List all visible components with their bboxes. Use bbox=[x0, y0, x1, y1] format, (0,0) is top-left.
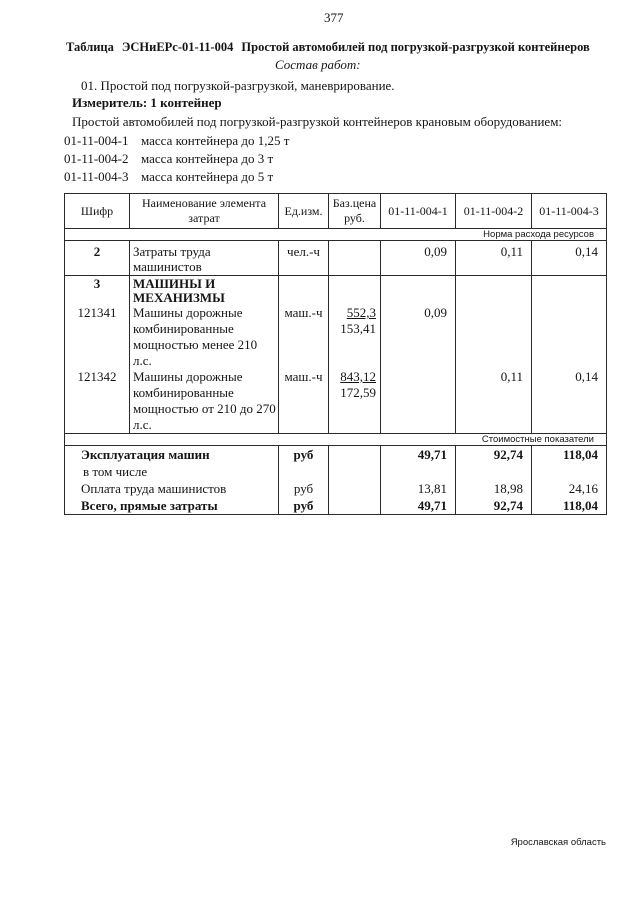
machine-name: Машины дорожные комбинированные мощностью менее 210 л.с. bbox=[130, 305, 279, 369]
cost-unit: руб bbox=[279, 480, 329, 497]
machines-title: МАШИНЫ И МЕХАНИЗМЫ bbox=[130, 276, 279, 306]
header-unit: Ед.изм. bbox=[279, 194, 329, 229]
machine-price-sub-value: 172,59 bbox=[340, 385, 376, 400]
variant-row bbox=[64, 133, 289, 149]
labor-value-3: 0,14 bbox=[532, 241, 607, 276]
cost-label-row bbox=[65, 434, 607, 446]
work-composition-item: 01. Простой под погрузкой-разгрузкой, маневрирование. bbox=[81, 78, 395, 93]
work-description: Простой автомобилей под погрузкой-разгрузкой контейнеров крановым оборудованием: bbox=[72, 114, 563, 129]
cost-value-3: 118,04 bbox=[532, 497, 607, 515]
labor-price-cell bbox=[329, 241, 381, 276]
variant-code: 01-11-004-3 bbox=[64, 169, 129, 184]
machine-price-value: 843,12 bbox=[340, 369, 376, 384]
machine-unit: маш.-ч bbox=[279, 369, 329, 434]
variant-row bbox=[64, 151, 273, 167]
machine-price-sub-value: 153,41 bbox=[340, 321, 376, 336]
cost-name: Всего, прямые затраты bbox=[65, 497, 279, 515]
cost-row-operator-wages bbox=[65, 480, 607, 497]
machine-value-1 bbox=[381, 369, 456, 434]
cost-value-2: 18,98 bbox=[456, 480, 532, 497]
machines-code: 3 bbox=[65, 276, 130, 306]
header-price: Баз.цена руб. bbox=[329, 194, 381, 229]
table-title bbox=[66, 39, 590, 55]
header-column-1: 01-11-004-1 bbox=[381, 194, 456, 229]
cost-value-3: 118,04 bbox=[532, 446, 607, 464]
header-column-2: 01-11-004-2 bbox=[456, 194, 532, 229]
variant-code: 01-11-004-2 bbox=[64, 151, 129, 166]
machine-code: 121342 bbox=[65, 369, 130, 434]
title-text: Простой автомобилей под погрузкой-разгрузкой контейнеров bbox=[241, 40, 590, 54]
cost-value-3: 24,16 bbox=[532, 480, 607, 497]
work-composition-heading: Состав работ: bbox=[275, 57, 361, 72]
machines-value-cell bbox=[456, 276, 532, 306]
cost-section-label: Стоимостные показатели bbox=[65, 434, 607, 446]
cost-value-2: 92,74 bbox=[456, 497, 532, 515]
cost-value-1: 13,81 bbox=[381, 480, 456, 497]
header-code: Шифр bbox=[65, 194, 130, 229]
cost-row-total-direct bbox=[65, 497, 607, 515]
title-prefix: Таблица bbox=[66, 40, 114, 54]
cost-value-2: 92,74 bbox=[456, 446, 532, 464]
machines-value-cell bbox=[381, 276, 456, 306]
labor-row bbox=[65, 241, 607, 276]
machines-price-cell bbox=[329, 276, 381, 306]
cost-price-cell bbox=[329, 446, 381, 464]
machine-price bbox=[329, 369, 381, 434]
title-code: ЭСНиЕРс-01-11-004 bbox=[121, 40, 234, 54]
labor-code: 2 bbox=[65, 241, 130, 276]
norm-section-label: Норма расхода ресурсов bbox=[65, 229, 607, 241]
cost-value-1: 49,71 bbox=[381, 446, 456, 464]
cost-unit: руб bbox=[279, 446, 329, 464]
machine-value-3: 0,14 bbox=[532, 369, 607, 434]
labor-value-2: 0,11 bbox=[456, 241, 532, 276]
cost-name: Оплата труда машинистов bbox=[65, 480, 279, 497]
machine-value-1: 0,09 bbox=[381, 305, 456, 369]
cost-price-cell bbox=[329, 497, 381, 515]
header-name: Наименование элемента затрат bbox=[130, 194, 279, 229]
cost-subheading: в том числе bbox=[65, 463, 279, 480]
region-footer: Ярославская область bbox=[510, 837, 606, 848]
variant-text: масса контейнера до 3 т bbox=[141, 151, 274, 166]
machine-name: Машины дорожные комбинированные мощностью от 210 до 270 л.с. bbox=[130, 369, 279, 434]
cost-value-cell bbox=[381, 463, 456, 480]
variant-text: масса контейнера до 5 т bbox=[141, 169, 274, 184]
table-header-row bbox=[65, 194, 607, 229]
machines-section-row bbox=[65, 276, 607, 306]
machine-value-3 bbox=[532, 305, 607, 369]
labor-unit: чел.-ч bbox=[279, 241, 329, 276]
cost-price-cell bbox=[329, 480, 381, 497]
variant-code: 01-11-004-1 bbox=[64, 133, 129, 148]
header-column-3: 01-11-004-3 bbox=[532, 194, 607, 229]
machine-row bbox=[65, 369, 607, 434]
cost-value-cell bbox=[456, 463, 532, 480]
machine-value-2: 0,11 bbox=[456, 369, 532, 434]
page-number: 377 bbox=[324, 10, 344, 25]
labor-value-1: 0,09 bbox=[381, 241, 456, 276]
machine-value-2 bbox=[456, 305, 532, 369]
machine-row bbox=[65, 305, 607, 369]
cost-unit-cell bbox=[279, 463, 329, 480]
norm-label-row bbox=[65, 229, 607, 241]
machine-code: 121341 bbox=[65, 305, 130, 369]
machine-price bbox=[329, 305, 381, 369]
labor-name: Затраты труда машинистов bbox=[130, 241, 279, 276]
variant-text: масса контейнера до 1,25 т bbox=[141, 133, 290, 148]
cost-row-including bbox=[65, 463, 607, 480]
machine-unit: маш.-ч bbox=[279, 305, 329, 369]
machines-unit-cell bbox=[279, 276, 329, 306]
cost-value-cell bbox=[532, 463, 607, 480]
resource-table bbox=[64, 193, 607, 515]
cost-row-machine-operation bbox=[65, 446, 607, 464]
cost-name: Эксплуатация машин bbox=[65, 446, 279, 464]
machines-value-cell bbox=[532, 276, 607, 306]
cost-unit: руб bbox=[279, 497, 329, 515]
machine-price-value: 552,3 bbox=[346, 305, 376, 320]
variant-row bbox=[64, 169, 273, 185]
cost-value-1: 49,71 bbox=[381, 497, 456, 515]
meter-line: Измеритель: 1 контейнер bbox=[72, 95, 222, 110]
cost-price-cell bbox=[329, 463, 381, 480]
